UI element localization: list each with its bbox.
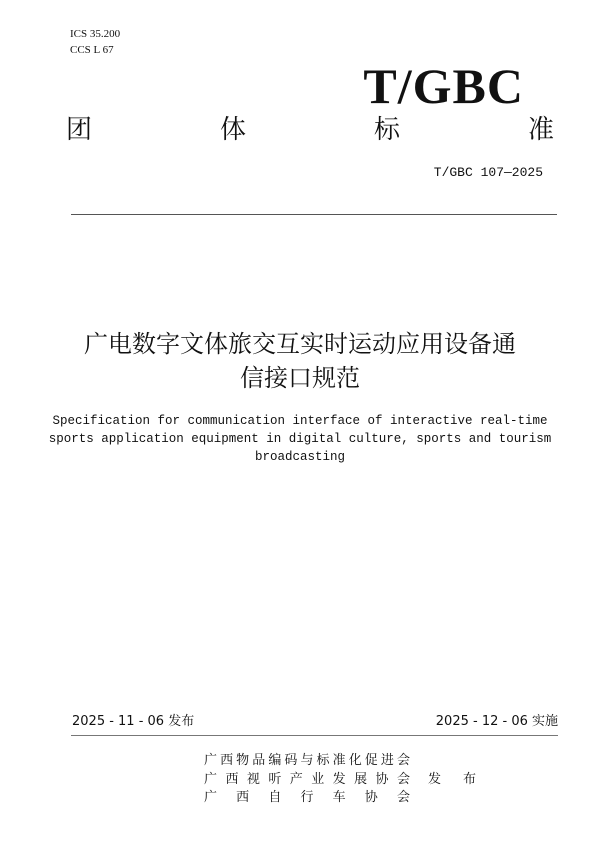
char: 进 — [380, 753, 394, 768]
publisher-row — [204, 771, 476, 790]
char: 会 — [396, 771, 410, 787]
chinese-title-line: 信接口规范 — [240, 364, 360, 392]
ccs-code: CCS L 67 — [70, 44, 114, 56]
char: 听 — [268, 771, 282, 787]
english-title — [40, 412, 560, 466]
char: 视 — [246, 771, 260, 787]
publisher-row — [204, 789, 476, 808]
char: 品 — [252, 753, 266, 768]
document-type-heading — [66, 114, 554, 146]
english-title-line: sports application equipment in digital culture, sports and tourism — [48, 432, 552, 446]
top-divider — [71, 214, 557, 215]
char: 编 — [268, 753, 282, 768]
issue-date: 2025 - 11 - 06 发布 — [72, 714, 195, 729]
publishers-block — [204, 752, 476, 808]
char: 广 — [204, 790, 218, 805]
chinese-title-line: 广电数字文体旅交互实时运动应用设备通 — [84, 330, 516, 358]
char: 自 — [268, 790, 282, 805]
chinese-title — [40, 327, 560, 395]
char: 协 — [364, 790, 378, 805]
char: 布 — [462, 771, 476, 787]
char: 物 — [236, 753, 250, 768]
publisher-name — [204, 789, 410, 808]
char: 产 — [289, 771, 303, 787]
publisher-row — [204, 752, 476, 771]
english-title-line: Specification for communication interface of interactive real-time — [52, 414, 548, 428]
char: 西 — [236, 790, 250, 805]
char: 准 — [332, 753, 346, 768]
char: 行 — [300, 790, 314, 805]
doc-type-char: 准 — [527, 115, 554, 145]
doc-type-char: 标 — [373, 115, 400, 145]
char: 西 — [220, 753, 234, 768]
char: 广 — [204, 753, 218, 768]
char: 展 — [354, 771, 368, 787]
char: 与 — [300, 753, 314, 768]
char: 标 — [316, 753, 330, 768]
char: 车 — [332, 790, 346, 805]
bottom-divider — [71, 735, 558, 736]
char: 广 — [204, 771, 218, 787]
char: 协 — [375, 771, 389, 787]
implementation-date: 2025 - 12 - 06 实施 — [435, 714, 558, 729]
char: 发 — [428, 771, 442, 787]
char: 会 — [396, 753, 410, 768]
standard-number: T/GBC 107—2025 — [433, 165, 543, 180]
char: 业 — [311, 771, 325, 787]
publish-label — [428, 771, 476, 790]
char: 西 — [225, 771, 239, 787]
char: 化 — [348, 753, 362, 768]
char: 会 — [396, 790, 410, 805]
char: 发 — [332, 771, 346, 787]
english-title-line: broadcasting — [254, 450, 345, 464]
publisher-name — [204, 752, 410, 771]
ics-code: ICS 35.200 — [70, 28, 121, 40]
standard-logo: T/GBC — [363, 58, 524, 114]
publisher-name — [204, 771, 410, 790]
char: 促 — [364, 753, 378, 768]
doc-type-char: 团 — [66, 115, 93, 145]
doc-type-char: 体 — [219, 115, 246, 145]
char: 码 — [284, 753, 298, 768]
